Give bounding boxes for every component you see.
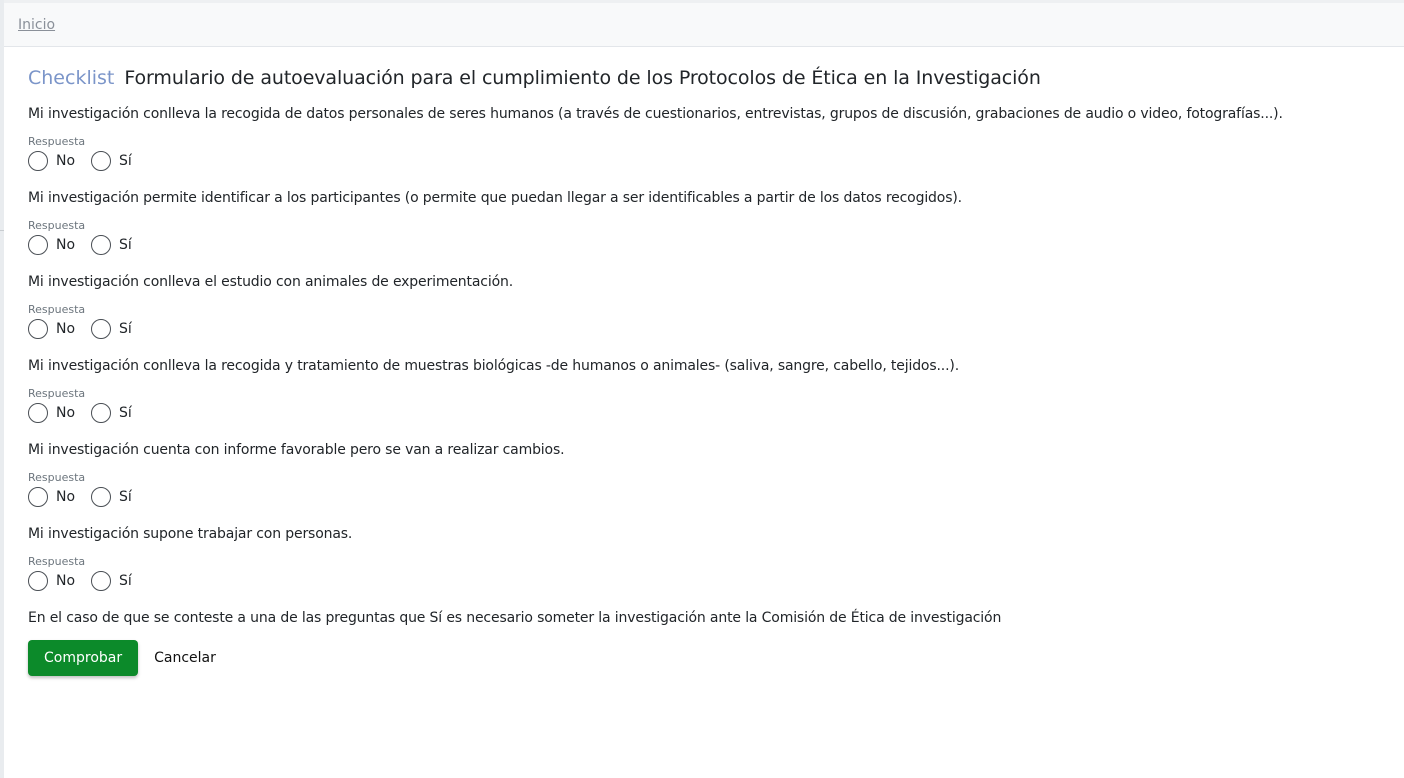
page-title-tag: Checklist xyxy=(28,67,115,89)
radio-no[interactable] xyxy=(28,487,48,507)
radio-no[interactable] xyxy=(28,319,48,339)
question-5 xyxy=(28,440,1404,508)
info-note: En el caso de que se conteste a una de las preguntas que Sí es necesario someter la investigación ante la Comisión de Ética de investigación xyxy=(28,610,1002,626)
answer-options xyxy=(28,486,1404,508)
question-1 xyxy=(28,104,1404,172)
radio-label-no: No xyxy=(56,405,76,421)
radio-label-yes: Sí xyxy=(119,573,132,589)
radio-option-no[interactable] xyxy=(28,235,75,255)
radio-option-yes[interactable] xyxy=(91,151,132,171)
page-title xyxy=(28,67,1404,89)
radio-label-no: No xyxy=(56,237,76,253)
answer-label: Respuesta xyxy=(28,555,86,568)
radio-option-yes[interactable] xyxy=(91,487,132,507)
radio-yes[interactable] xyxy=(91,319,111,339)
radio-no[interactable] xyxy=(28,571,48,591)
radio-label-yes: Sí xyxy=(119,405,132,421)
breadcrumb xyxy=(4,0,1404,47)
radio-label-yes: Sí xyxy=(119,237,132,253)
answer-label: Respuesta xyxy=(28,219,86,232)
radio-option-yes[interactable] xyxy=(91,235,132,255)
question-3 xyxy=(28,272,1404,340)
answer-options xyxy=(28,150,1404,172)
question-text: Mi investigación conlleva el estudio con animales de experimentación. xyxy=(28,274,514,290)
answer-options xyxy=(28,402,1404,424)
breadcrumb-home-link[interactable]: Inicio xyxy=(18,16,56,33)
radio-label-no: No xyxy=(56,489,76,505)
question-text: Mi investigación permite identificar a los participantes (o permite que puedan llegar a ser identificables a partir de los datos recogidos). xyxy=(28,190,962,206)
radio-label-no: No xyxy=(56,153,76,169)
radio-option-no[interactable] xyxy=(28,571,75,591)
radio-option-no[interactable] xyxy=(28,319,75,339)
radio-no[interactable] xyxy=(28,403,48,423)
cancel-button[interactable]: Cancelar xyxy=(154,640,216,676)
left-edge-marker xyxy=(0,230,4,231)
page-title-text: Formulario de autoevaluación para el cumplimiento de los Protocolos de Ética en la Investigación xyxy=(124,67,1041,89)
radio-label-no: No xyxy=(56,573,76,589)
radio-option-yes[interactable] xyxy=(91,319,132,339)
radio-option-no[interactable] xyxy=(28,403,75,423)
radio-option-yes[interactable] xyxy=(91,403,132,423)
radio-label-yes: Sí xyxy=(119,489,132,505)
question-2 xyxy=(28,188,1404,256)
radio-yes[interactable] xyxy=(91,151,111,171)
radio-no[interactable] xyxy=(28,235,48,255)
question-4 xyxy=(28,356,1404,424)
question-text: Mi investigación cuenta con informe favorable pero se van a realizar cambios. xyxy=(28,442,565,458)
radio-option-no[interactable] xyxy=(28,151,75,171)
answer-options xyxy=(28,318,1404,340)
answer-label: Respuesta xyxy=(28,135,86,148)
answer-options xyxy=(28,570,1404,592)
question-text: Mi investigación supone trabajar con personas. xyxy=(28,526,353,542)
radio-option-no[interactable] xyxy=(28,487,75,507)
question-text: Mi investigación conlleva la recogida de datos personales de seres humanos (a través de cuestionarios, entrevistas, grupos de discusión, grabaciones de audio o video, fotografías...). xyxy=(28,106,1283,122)
radio-label-no: No xyxy=(56,321,76,337)
answer-label: Respuesta xyxy=(28,387,86,400)
radio-label-yes: Sí xyxy=(119,153,132,169)
form-actions xyxy=(28,640,1404,676)
answer-label: Respuesta xyxy=(28,471,86,484)
radio-label-yes: Sí xyxy=(119,321,132,337)
answer-label: Respuesta xyxy=(28,303,86,316)
radio-option-yes[interactable] xyxy=(91,571,132,591)
radio-yes[interactable] xyxy=(91,235,111,255)
form-container xyxy=(4,47,1404,676)
answer-options xyxy=(28,234,1404,256)
question-text: Mi investigación conlleva la recogida y tratamiento de muestras biológicas -de humanos o animales- (saliva, sangre, cabello, tejidos...). xyxy=(28,358,960,374)
radio-no[interactable] xyxy=(28,151,48,171)
submit-button[interactable]: Comprobar xyxy=(28,640,138,676)
radio-yes[interactable] xyxy=(91,403,111,423)
radio-yes[interactable] xyxy=(91,487,111,507)
radio-yes[interactable] xyxy=(91,571,111,591)
question-6 xyxy=(28,524,1404,592)
